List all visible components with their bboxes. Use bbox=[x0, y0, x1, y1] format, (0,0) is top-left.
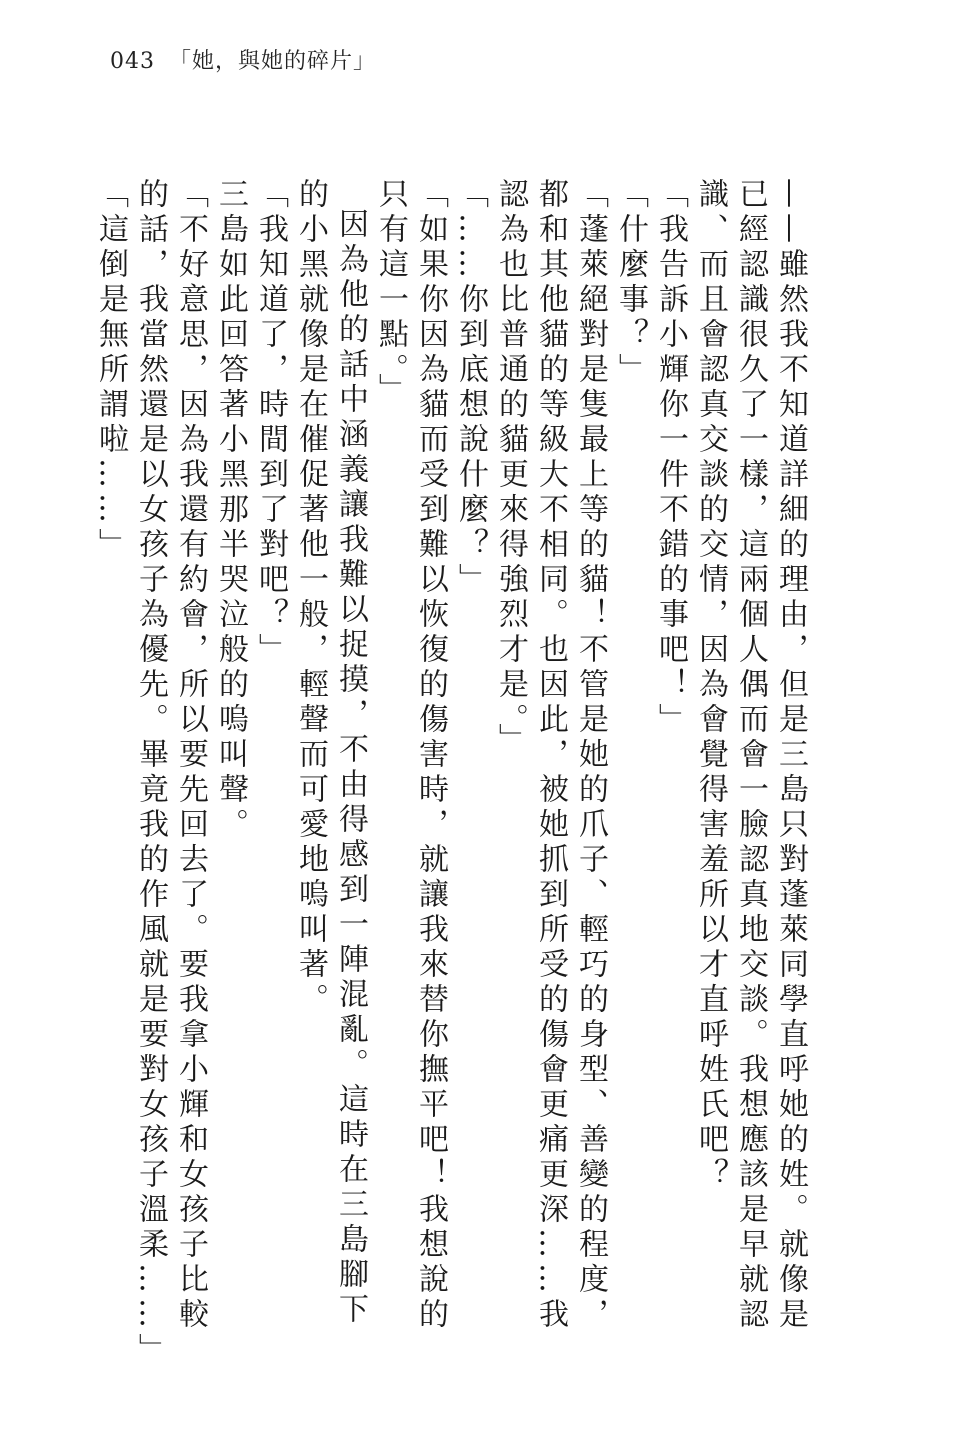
narration-paragraph: 三島如此回答著小黑那半哭泣般的嗚叫聲。 bbox=[213, 178, 248, 843]
body-text bbox=[90, 178, 810, 1368]
dialogue-line: 「這倒是無所謂啦……」 bbox=[93, 178, 128, 563]
chapter-title: 「她，與她的碎片」 bbox=[169, 49, 377, 74]
dialogue-line: 「不好意思，因為我還有約會，所以要先回去了。要我拿小輝和女孩子比較的話，我當然還是以女孩子為優先。畢竟我的作風就是要對女孩子溫柔……」 bbox=[133, 178, 208, 1368]
paragraph-1: ——雖然我不知道詳細的理由，但是三島只對蓬萊同學直呼她的姓。就像是已經認識很久了一樣，這兩個人偶而會一臉認真地交談。我想應該是早就認識、而且會認真交談的交情，因為會覺得害羞所以才直呼姓氏吧？ bbox=[693, 178, 808, 1333]
page-header bbox=[110, 44, 376, 75]
narration-paragraph: 因為他的話中涵義讓我難以捉摸，不由得感到一陣混亂。這時在三島腳下的小黑就像是在催促著他一般，輕聲而可愛地嗚叫著。 bbox=[293, 178, 368, 1328]
dialogue-line: 「什麼事？」 bbox=[613, 178, 648, 388]
dialogue-line: 「我告訴小輝你一件不錯的事吧！」 bbox=[653, 178, 688, 738]
dialogue-line: 「……你到底想說什麼？」 bbox=[453, 178, 488, 598]
dialogue-line: 「如果你因為貓而受到難以恢復的傷害時，就讓我來替你撫平吧！我想說的只有這一點。」 bbox=[373, 178, 448, 1333]
page-number: 043 bbox=[110, 49, 155, 74]
dialogue-line: 「蓬萊絕對是隻最上等的貓！不管是她的爪子、輕巧的身型、善變的程度，都和其他貓的等級大不相同。也因此，被她抓到所受的傷會更痛更深……我認為也比普通的貓更來得強烈才是。」 bbox=[493, 178, 608, 1333]
dialogue-line: 「我知道了，時間到了對吧？」 bbox=[253, 178, 288, 668]
